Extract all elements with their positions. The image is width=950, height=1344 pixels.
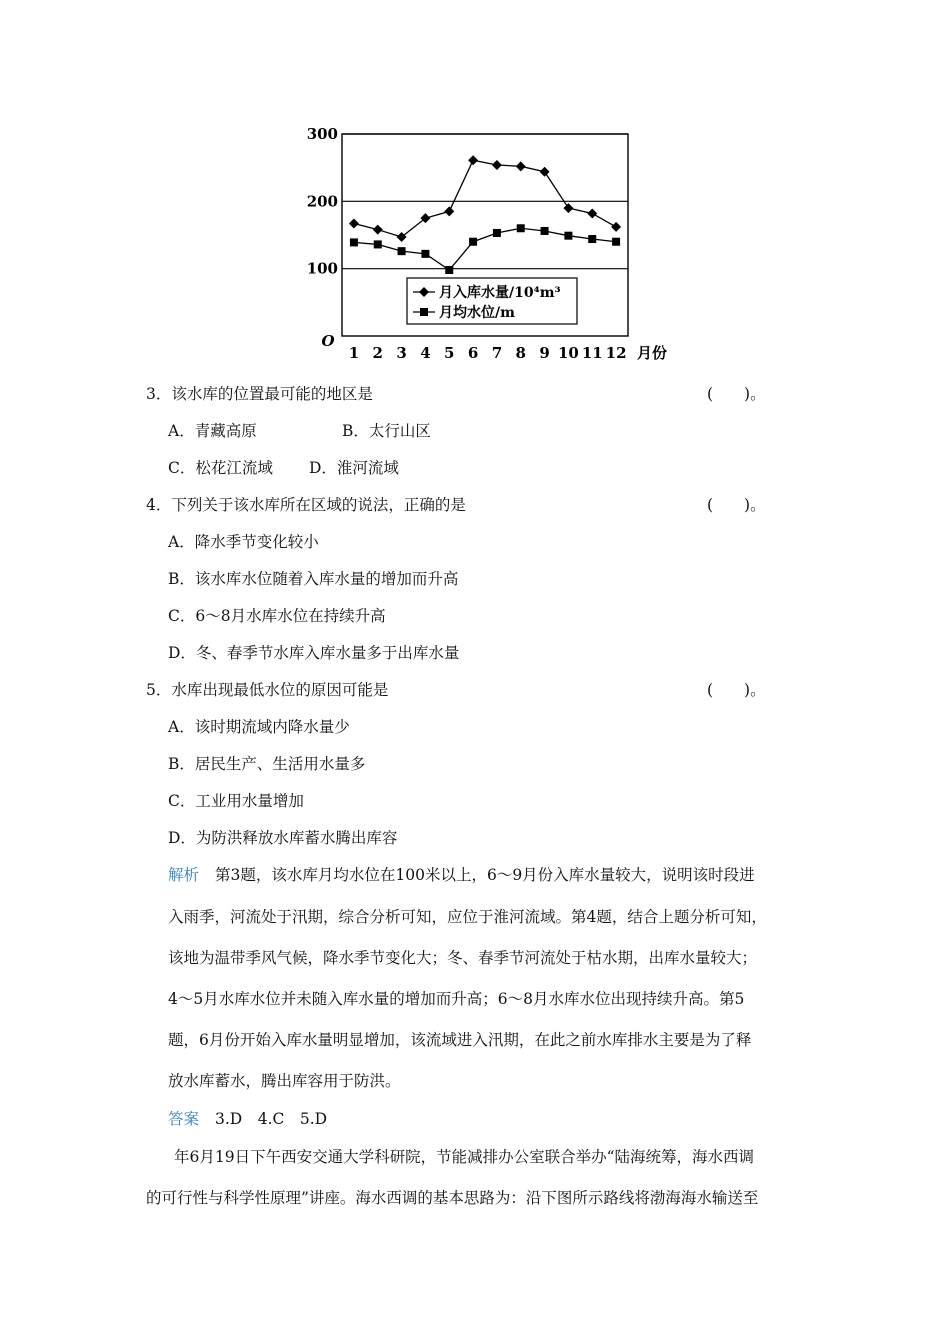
x-tick-label-10: 10 bbox=[557, 344, 579, 362]
inflow-point-month-9 bbox=[540, 167, 550, 177]
passage-line-2: 的可行性与科学性原理”讲座。海水西调的基本思路为：沿下图所示路线将渤海海水输送至 bbox=[146, 1189, 759, 1207]
level-point-month-1 bbox=[350, 238, 358, 246]
level-point-month-8 bbox=[517, 224, 525, 232]
legend-label-1: 月入库水量/10⁴m³ bbox=[439, 285, 561, 301]
q4-option-b: B．该水库水位随着入库水量的增加而升高 bbox=[168, 570, 459, 588]
inflow-point-month-12 bbox=[611, 222, 621, 232]
x-tick-label-8: 8 bbox=[515, 344, 526, 362]
analysis-line-4: 4～5月水库水位并未随入库水量的增加而升高；6～8月水库水位出现持续升高。第5 bbox=[168, 990, 745, 1008]
level-point-month-6 bbox=[469, 238, 477, 246]
q3-option-c: C．松花江流域 bbox=[168, 459, 273, 477]
legend-label-2: 月均水位/m bbox=[439, 305, 515, 321]
level-point-month-3 bbox=[398, 247, 406, 255]
q4-option-a: A．降水季节变化较小 bbox=[168, 533, 319, 551]
x-axis-unit: 月份 bbox=[636, 344, 668, 362]
inflow-point-month-2 bbox=[373, 225, 383, 235]
q5-option-c: C．工业用水量增加 bbox=[168, 792, 304, 810]
level-point-month-4 bbox=[421, 250, 429, 258]
x-tick-label-12: 12 bbox=[605, 344, 627, 362]
inflow-point-month-10 bbox=[563, 203, 573, 213]
x-tick-label-4: 4 bbox=[420, 344, 431, 362]
q3-stem: 3．该水库的位置最可能的地区是 bbox=[146, 385, 373, 403]
answer-text: 3.D 4.C 5.D bbox=[215, 1110, 328, 1128]
x-tick-label-6: 6 bbox=[467, 344, 479, 362]
q5-stem: 5．水库出现最低水位的原因可能是 bbox=[146, 681, 389, 699]
q5-option-b: B．居民生产、生活用水量多 bbox=[168, 755, 366, 773]
x-tick-label-5: 5 bbox=[444, 344, 455, 362]
q3-option-a: A．青藏高原 bbox=[168, 422, 257, 440]
passage-line-1: 年6月19日下午西安交通大学科研院，节能减排办公室联合举办“陆海统筹，海水西调 bbox=[174, 1148, 755, 1166]
level-point-month-2 bbox=[374, 240, 382, 248]
analysis-line-1 bbox=[168, 865, 808, 885]
q3-option-b: B．太行山区 bbox=[342, 422, 431, 440]
q3-option-d: D．淮河流域 bbox=[309, 459, 399, 477]
answer-tag: 答案 bbox=[168, 1110, 200, 1128]
x-tick-label-9: 9 bbox=[539, 344, 550, 362]
y-tick-label-300: 300 bbox=[306, 125, 338, 143]
y-tick-label-100: 100 bbox=[306, 259, 338, 278]
reservoir-chart bbox=[300, 118, 670, 370]
level-point-month-11 bbox=[588, 235, 596, 243]
inflow-point-month-7 bbox=[492, 160, 502, 170]
x-tick-label-1: 1 bbox=[348, 344, 360, 362]
analysis-line-6: 放水库蓄水，腾出库容用于防洪。 bbox=[168, 1072, 401, 1090]
q5-answer-blank: ( )。 bbox=[707, 681, 766, 699]
x-tick-label-2: 2 bbox=[372, 344, 383, 362]
inflow-point-month-5 bbox=[444, 206, 454, 216]
q4-option-c: C．6～8月水库水位在持续升高 bbox=[168, 607, 386, 625]
level-point-month-5 bbox=[445, 266, 453, 274]
q4-stem: 4．下列关于该水库所在区域的说法，正确的是 bbox=[146, 496, 466, 514]
analysis-text-1: 第3题，该水库月均水位在100米以上，6～9月份入库水量较大，说明该时段进 bbox=[215, 866, 755, 884]
analysis-line-2: 入雨季，河流处于汛期，综合分析可知，应位于淮河流域。第4题，结合上题分析可知， bbox=[168, 908, 767, 926]
y-tick-label-200: 200 bbox=[306, 192, 338, 211]
q4-answer-blank: ( )。 bbox=[707, 496, 766, 514]
level-point-month-12 bbox=[612, 238, 620, 246]
x-tick-label-7: 7 bbox=[491, 344, 503, 362]
x-tick-label-11: 11 bbox=[581, 344, 603, 362]
q3-answer-blank: ( )。 bbox=[707, 385, 766, 403]
analysis-tag: 解析 bbox=[168, 866, 200, 884]
series-line-1 bbox=[354, 160, 616, 237]
answer-line bbox=[168, 1109, 808, 1129]
level-point-month-10 bbox=[564, 232, 572, 240]
analysis-line-5: 题，6月份开始入库水量明显增加，该流域进入汛期，在此之前水库排水主要是为了释 bbox=[168, 1031, 752, 1049]
legend-square-marker bbox=[420, 308, 428, 316]
inflow-point-month-11 bbox=[587, 208, 597, 218]
inflow-point-month-1 bbox=[349, 219, 359, 229]
inflow-point-month-8 bbox=[516, 161, 526, 171]
q5-option-d: D．为防洪释放水库蓄水腾出库容 bbox=[168, 829, 398, 847]
q4-option-d: D．冬、春季节水库入库水量多于出库水量 bbox=[168, 644, 460, 662]
inflow-point-month-6 bbox=[468, 155, 478, 165]
q5-option-a: A．该时期流域内降水量少 bbox=[168, 718, 350, 736]
origin-label: O bbox=[321, 332, 335, 350]
x-tick-label-3: 3 bbox=[396, 344, 407, 362]
level-point-month-7 bbox=[493, 229, 501, 237]
analysis-line-3: 该地为温带季风气候，降水季节变化大；冬、春季节河流处于枯水期，出库水量较大； bbox=[168, 949, 758, 967]
level-point-month-9 bbox=[541, 227, 549, 235]
